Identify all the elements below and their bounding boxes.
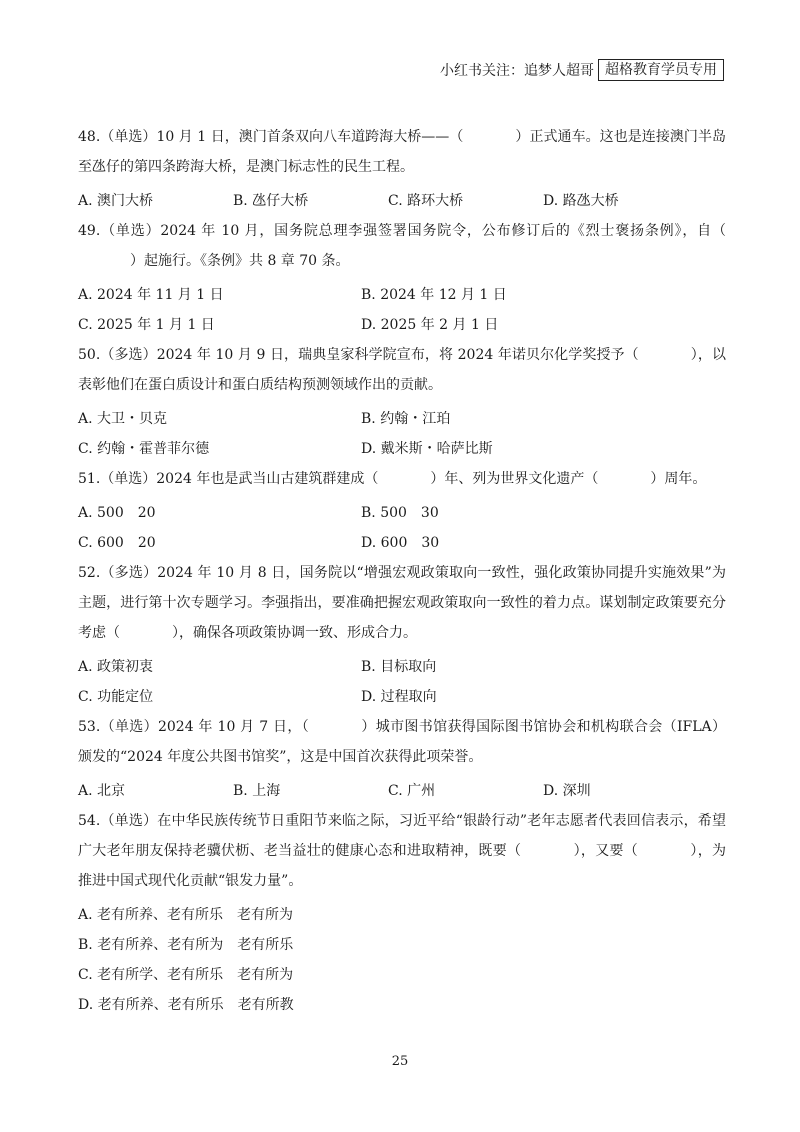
option-a: A. 大卫・贝克	[78, 411, 168, 427]
question-53	[78, 712, 726, 806]
option-c: C. 功能定位	[78, 689, 154, 705]
option-c: C. 老有所学、老有所乐 老有所为	[78, 967, 294, 983]
question-stem: 52.（多选）2024 年 10 月 8 日，国务院以“增强宏观政策取向一致性，强化政策协同提升实施效果”为主题，进行第十次专题学习。李强指出，要准确把握宏观政策取向一致性的着力点。谋划制定政策要充分考虑（ ），确保各项政策协调一致、形成合力。	[78, 565, 726, 641]
question-stem: 51.（单选）2024 年也是武当山古建筑群建成（ ）年、列为世界文化遗产（ ）周年。	[78, 471, 707, 487]
question-49	[78, 216, 726, 340]
option-c: C. 约翰・霍普菲尔德	[78, 441, 210, 457]
option-b: B. 老有所养、老有所为 老有所乐	[78, 937, 294, 953]
option-d: D. 2025 年 2 月 1 日	[361, 317, 499, 333]
option-b: B. 目标取向	[361, 659, 437, 675]
options	[78, 186, 726, 216]
question-stem: 53.（单选）2024 年 10 月 7 日，（ ）城市图书馆获得国际图书馆协会和机构联合会（IFLA）颁发的“2024 年度公共图书馆奖”，这是中国首次获得此项荣誉。	[78, 719, 726, 765]
question-51	[78, 464, 726, 558]
options	[78, 900, 726, 1020]
option-d: D. 过程取向	[361, 689, 437, 705]
question-stem: 49.（单选）2024 年 10 月，国务院总理李强签署国务院令，公布修订后的《烈士褒扬条例》，自（）起施行。《条例》共 8 章 70 条。	[78, 223, 726, 269]
options	[78, 776, 726, 806]
option-a: A. 澳门大桥	[78, 193, 154, 209]
option-a: A. 500 20	[78, 505, 156, 521]
option-b: B. 上海	[233, 783, 281, 799]
option-b: B. 氹仔大桥	[233, 193, 309, 209]
options	[78, 652, 726, 712]
option-b: B. 500 30	[361, 505, 439, 521]
option-b: B. 约翰・江珀	[361, 411, 451, 427]
option-c: C. 600 20	[78, 535, 156, 551]
header-boxed-label: 超格教育学员专用	[598, 59, 724, 81]
options	[78, 280, 726, 340]
option-d: D. 老有所养、老有所乐 老有所教	[78, 997, 294, 1013]
option-a: A. 政策初衷	[78, 659, 154, 675]
option-d: D. 深圳	[543, 783, 591, 799]
option-d: D. 600 30	[361, 535, 440, 551]
options	[78, 404, 726, 464]
page-header	[440, 59, 724, 81]
question-54	[78, 806, 726, 1020]
page-number: 25	[391, 1054, 409, 1069]
option-d: D. 路氹大桥	[543, 193, 619, 209]
question-48	[78, 122, 726, 216]
question-50	[78, 340, 726, 464]
option-a: A. 老有所养、老有所乐 老有所为	[78, 907, 294, 923]
option-c: C. 广州	[388, 783, 436, 799]
question-stem: 50.（多选）2024 年 10 月 9 日，瑞典皇家科学院宣布，将 2024 年诺贝尔化学奖授予（ ），以表彰他们在蛋白质设计和蛋白质结构预测领域作出的贡献。	[78, 347, 726, 393]
option-a: A. 北京	[78, 783, 126, 799]
option-c: C. 路环大桥	[388, 193, 464, 209]
option-b: B. 2024 年 12 月 1 日	[361, 287, 507, 303]
header-follow-text: 小红书关注：追梦人超哥	[440, 63, 594, 79]
options	[78, 498, 726, 558]
option-a: A. 2024 年 11 月 1 日	[78, 287, 224, 303]
question-stem: 48.（单选）10 月 1 日，澳门首条双向八车道跨海大桥——（ ）正式通车。这也是连接澳门半岛至氹仔的第四条跨海大桥，是澳门标志性的民生工程。	[78, 129, 726, 175]
option-c: C. 2025 年 1 月 1 日	[78, 317, 215, 333]
option-d: D. 戴米斯・哈萨比斯	[361, 441, 493, 457]
question-list	[78, 122, 726, 1020]
question-52	[78, 558, 726, 712]
question-stem: 54.（单选）在中华民族传统节日重阳节来临之际，习近平给“银龄行动”老年志愿者代表回信表示，希望广大老年朋友保持老骥伏枥、老当益壮的健康心态和进取精神，既要（ ），又要（ ），为推进中国式现代化贡献“银发力量”。	[78, 813, 727, 889]
